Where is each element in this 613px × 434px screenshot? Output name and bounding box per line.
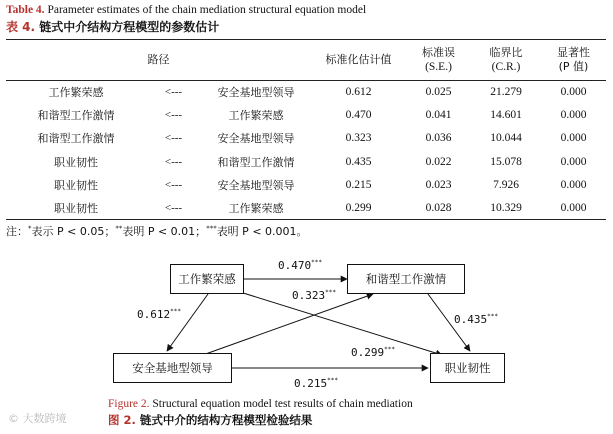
cell-p: 0.000 [560,202,587,215]
arrow-thriving-to-leadership [167,294,208,351]
node-work-thriving: 工作繁荣感 [170,264,244,294]
note-prefix: 注： [6,225,28,238]
cell-p: 0.000 [560,155,587,168]
cell-to: 和谐型工作激情 [37,108,115,122]
cell-to: 职业韧性 [54,178,98,192]
header-se-line1: 标准误 [422,46,455,59]
cell-from: 安全基地型领导 [217,85,295,99]
coef-stars: *** [487,313,498,320]
cell-from: 工作繁荣感 [228,202,284,216]
header-cr-line1: 临界比 [489,46,523,59]
table-label-zh: 表 4. [6,20,36,34]
cell-se: 0.023 [425,178,452,191]
cell-se: 0.028 [425,202,452,215]
table-title-en: Parameter estimates of the chain mediation structural equation model [47,4,367,16]
cell-arrow: <--- [164,178,183,191]
cell-to: 职业韧性 [54,155,98,169]
header-cr-line2: (C.R.) [491,61,521,73]
figure-caption-zh [108,412,312,428]
coef-stars: *** [327,377,338,384]
cell-p: 0.000 [560,178,587,191]
arrow-thriving-to-resilience [240,292,442,355]
cell-se: 0.041 [425,108,452,121]
coef-leadership-passion [292,289,336,302]
note-symbol-3: *** [206,224,217,233]
cell-arrow: <--- [164,132,183,145]
coef-stars: *** [384,346,395,353]
cell-cr: 21.279 [490,85,522,98]
cell-estimate: 0.612 [345,85,372,98]
header-sig-line2: (P 值) [558,60,589,73]
figure-label-en: Figure 2. [108,398,150,410]
note-text-1: 表示 P < 0.05； [31,225,116,238]
cell-se: 0.025 [425,85,452,98]
coef-value: 0.299 [351,346,385,359]
cell-se: 0.036 [425,132,452,145]
cell-estimate: 0.323 [345,132,372,145]
header-sig-line1: 显著性 [557,46,590,59]
header-path: 路径 [147,53,170,66]
table-title-zh: 链式中介结构方程模型的参数估计 [39,20,220,34]
cell-from: 安全基地型领导 [217,132,295,146]
coef-thriving-leadership [137,308,181,321]
header-estimate: 标准化估计值 [325,53,392,66]
table-label-en: Table 4. [6,4,45,16]
node-harmonious-passion: 和谐型工作激情 [347,264,465,294]
node-career-resilience: 职业韧性 [430,353,505,383]
coef-value: 0.215 [294,377,328,390]
figure-label-zh: 图 2. [108,413,136,427]
coef-thriving-passion [278,259,322,272]
cell-arrow: <--- [164,202,183,215]
cell-cr: 14.601 [490,108,522,121]
coef-stars: *** [325,289,336,296]
figure-caption-en [108,398,413,410]
cell-p: 0.000 [560,108,587,121]
cell-cr: 10.329 [490,202,522,215]
cell-from: 和谐型工作激情 [217,155,295,169]
cell-arrow: <--- [164,85,183,98]
cell-cr: 10.044 [490,132,522,145]
cell-to: 和谐型工作激情 [37,132,115,146]
watermark-logo: © 大数跨境 [8,412,67,425]
cell-to: 工作繁荣感 [48,85,104,99]
coef-value: 0.612 [137,308,171,321]
coef-stars: *** [170,308,181,315]
cell-p: 0.000 [560,85,587,98]
header-se-line2: (S.E.) [425,61,452,73]
cell-p: 0.000 [560,132,587,145]
note-text-3: 表明 P < 0.001。 [216,225,308,238]
note-symbol-2: ** [115,224,123,233]
cell-from: 工作繁荣感 [228,108,284,122]
coef-passion-resilience [454,313,498,326]
cell-estimate: 0.299 [345,202,372,215]
cell-cr: 7.926 [493,178,519,191]
coef-value: 0.470 [278,259,312,272]
cell-from: 安全基地型领导 [217,178,295,192]
coef-value: 0.323 [292,289,326,302]
note-text-2: 表明 P < 0.01； [122,225,207,238]
cell-cr: 15.078 [490,155,522,168]
cell-estimate: 0.435 [345,155,372,168]
cell-estimate: 0.470 [345,108,372,121]
coef-value: 0.435 [454,313,488,326]
node-secure-base-leadership: 安全基地型领导 [113,353,232,383]
coef-leadership-resilience [294,377,338,390]
cell-estimate: 0.215 [345,178,372,191]
cell-to: 职业韧性 [54,202,98,216]
note-symbol-1: * [28,224,32,233]
figure-title-en: Structural equation model test results of chain mediation [152,398,413,410]
cell-arrow: <--- [164,155,183,168]
cell-se: 0.022 [425,155,452,168]
cell-arrow: <--- [164,108,183,121]
coef-thriving-resilience [351,346,395,359]
coef-stars: *** [311,259,322,266]
figure-title-zh: 链式中介的结构方程模型检验结果 [139,413,313,427]
